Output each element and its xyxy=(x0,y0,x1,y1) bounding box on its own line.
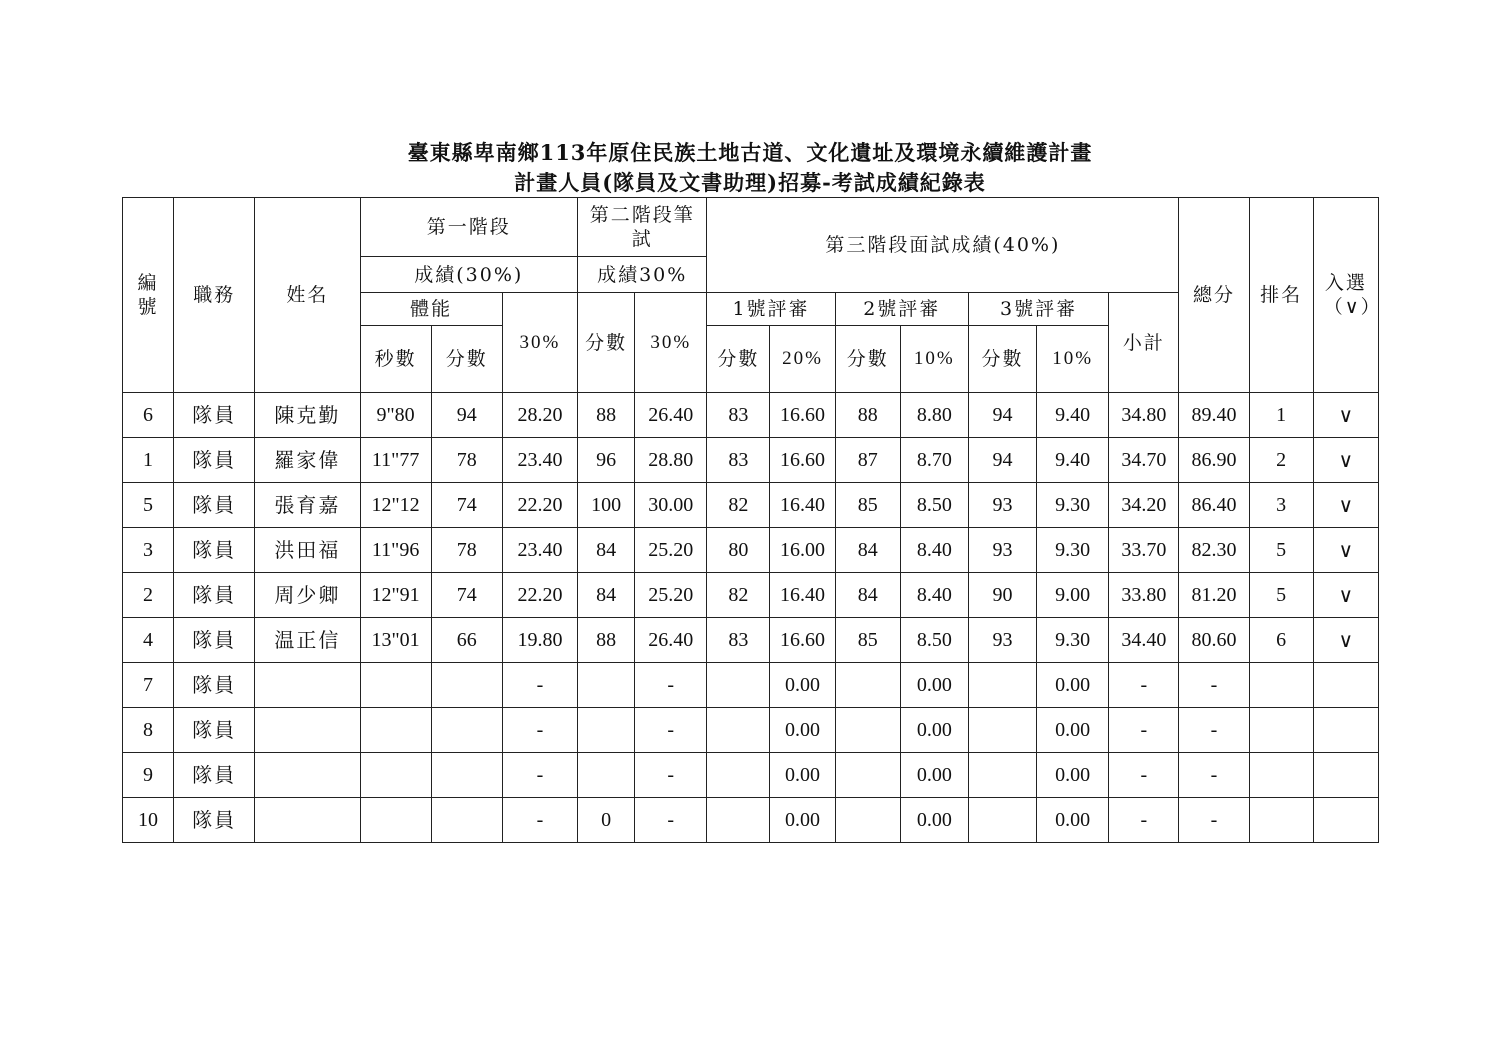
cell-judge3-score: 93 xyxy=(968,528,1036,573)
cell-judge1-pct: 16.40 xyxy=(770,573,835,618)
cell-judge1-score xyxy=(707,798,770,843)
table-row xyxy=(123,798,1379,843)
cell-name: 陳克勤 xyxy=(255,393,360,438)
cell-physical-score xyxy=(431,663,502,708)
cell-judge2-score: 88 xyxy=(835,393,900,438)
cell-written-score xyxy=(578,753,635,798)
cell-judge1-pct: 0.00 xyxy=(770,798,835,843)
cell-job: 隊員 xyxy=(174,663,255,708)
cell-subtotal: 33.80 xyxy=(1109,573,1179,618)
cell-seconds xyxy=(360,708,431,753)
cell-stage1-30pct: 23.40 xyxy=(502,528,577,573)
cell-judge1-pct: 0.00 xyxy=(770,753,835,798)
cell-subtotal: 34.40 xyxy=(1109,618,1179,663)
header-judge2: 2號評審 xyxy=(835,293,968,326)
cell-judge3-score xyxy=(968,798,1036,843)
cell-rank: 2 xyxy=(1249,438,1313,483)
cell-judge2-score: 85 xyxy=(835,618,900,663)
cell-judge1-score xyxy=(707,753,770,798)
cell-written-score: 88 xyxy=(578,618,635,663)
cell-stage1-30pct: 22.20 xyxy=(502,573,577,618)
cell-total: 89.40 xyxy=(1179,393,1249,438)
cell-judge3-score: 94 xyxy=(968,438,1036,483)
cell-rank: 5 xyxy=(1249,573,1313,618)
table-row xyxy=(123,618,1379,663)
cell-judge2-score xyxy=(835,708,900,753)
cell-total: 86.40 xyxy=(1179,483,1249,528)
cell-selected: ∨ xyxy=(1313,573,1378,618)
cell-subtotal: - xyxy=(1109,753,1179,798)
cell-judge1-score: 83 xyxy=(707,393,770,438)
cell-selected: ∨ xyxy=(1313,618,1378,663)
cell-judge2-pct: 0.00 xyxy=(900,708,968,753)
cell-rank xyxy=(1249,663,1313,708)
header-stage1-30pct: 30% xyxy=(502,293,577,393)
cell-judge1-pct: 16.60 xyxy=(770,393,835,438)
cell-stage1-30pct: - xyxy=(502,753,577,798)
cell-judge1-pct: 0.00 xyxy=(770,708,835,753)
cell-judge3-pct: 0.00 xyxy=(1037,798,1109,843)
score-table xyxy=(122,197,1382,843)
table-row xyxy=(123,708,1379,753)
table-row xyxy=(123,393,1379,438)
table-row xyxy=(123,438,1379,483)
cell-judge2-pct: 8.50 xyxy=(900,483,968,528)
header-judge1-pct: 20% xyxy=(770,326,835,393)
cell-judge2-score xyxy=(835,798,900,843)
cell-name: 周少卿 xyxy=(255,573,360,618)
cell-job: 隊員 xyxy=(174,708,255,753)
cell-name: 温正信 xyxy=(255,618,360,663)
cell-no: 4 xyxy=(123,618,174,663)
cell-total: 80.60 xyxy=(1179,618,1249,663)
cell-judge2-pct: 8.40 xyxy=(900,528,968,573)
header-subtotal: 小計 xyxy=(1109,293,1179,393)
cell-physical-score: 74 xyxy=(431,483,502,528)
cell-judge1-score: 82 xyxy=(707,573,770,618)
cell-selected: ∨ xyxy=(1313,438,1378,483)
cell-judge3-score: 94 xyxy=(968,393,1036,438)
cell-rank xyxy=(1249,798,1313,843)
cell-written-30pct: 30.00 xyxy=(635,483,707,528)
cell-no: 6 xyxy=(123,393,174,438)
cell-written-30pct: 25.20 xyxy=(635,528,707,573)
cell-job: 隊員 xyxy=(174,798,255,843)
cell-physical-score xyxy=(431,798,502,843)
cell-seconds xyxy=(360,663,431,708)
cell-subtotal: - xyxy=(1109,663,1179,708)
cell-judge2-score xyxy=(835,753,900,798)
cell-judge3-pct: 0.00 xyxy=(1037,708,1109,753)
table-row xyxy=(123,528,1379,573)
cell-judge1-score: 83 xyxy=(707,618,770,663)
cell-no: 8 xyxy=(123,708,174,753)
cell-selected xyxy=(1313,663,1378,708)
table-row xyxy=(123,573,1379,618)
cell-written-30pct: - xyxy=(635,798,707,843)
cell-written-score: 96 xyxy=(578,438,635,483)
cell-physical-score xyxy=(431,708,502,753)
cell-judge2-pct: 8.80 xyxy=(900,393,968,438)
cell-judge2-pct: 0.00 xyxy=(900,663,968,708)
cell-selected: ∨ xyxy=(1313,393,1378,438)
cell-seconds: 9"80 xyxy=(360,393,431,438)
cell-job: 隊員 xyxy=(174,483,255,528)
cell-stage1-30pct: 23.40 xyxy=(502,438,577,483)
cell-written-score: 100 xyxy=(578,483,635,528)
cell-rank xyxy=(1249,753,1313,798)
header-judge3-pct: 10% xyxy=(1037,326,1109,393)
cell-judge3-pct: 0.00 xyxy=(1037,663,1109,708)
cell-selected: ∨ xyxy=(1313,528,1378,573)
cell-judge3-score: 93 xyxy=(968,483,1036,528)
cell-judge2-pct: 8.70 xyxy=(900,438,968,483)
header-no: 編號 xyxy=(123,198,174,393)
header-stage1-pct: 成績(30%) xyxy=(360,257,578,293)
cell-total: 81.20 xyxy=(1179,573,1249,618)
cell-judge3-score xyxy=(968,708,1036,753)
cell-judge2-score xyxy=(835,663,900,708)
cell-written-score: 84 xyxy=(578,528,635,573)
cell-judge2-score: 84 xyxy=(835,573,900,618)
cell-written-score xyxy=(578,708,635,753)
header-judge2-score: 分數 xyxy=(835,326,900,393)
cell-seconds: 13"01 xyxy=(360,618,431,663)
cell-physical-score: 66 xyxy=(431,618,502,663)
cell-no: 10 xyxy=(123,798,174,843)
cell-written-30pct: 28.80 xyxy=(635,438,707,483)
table-header xyxy=(123,198,1382,393)
document-title-line1: 臺東縣卑南鄉113年原住民族土地古道、文化遺址及環境永續維護計畫 xyxy=(407,140,1093,165)
table-row xyxy=(123,753,1379,798)
cell-judge3-pct: 9.30 xyxy=(1037,528,1109,573)
header-stage2-pct: 成績30% xyxy=(578,257,707,293)
cell-judge1-score: 80 xyxy=(707,528,770,573)
cell-stage1-30pct: 19.80 xyxy=(502,618,577,663)
cell-written-score: 88 xyxy=(578,393,635,438)
header-stage2-30pct: 30% xyxy=(635,293,707,393)
cell-written-30pct: - xyxy=(635,753,707,798)
cell-judge2-pct: 8.40 xyxy=(900,573,968,618)
cell-judge1-pct: 0.00 xyxy=(770,663,835,708)
cell-physical-score xyxy=(431,753,502,798)
cell-seconds: 12"12 xyxy=(360,483,431,528)
cell-rank: 1 xyxy=(1249,393,1313,438)
cell-no: 9 xyxy=(123,753,174,798)
header-stage3: 第三階段面試成績(40%) xyxy=(707,198,1179,293)
cell-judge2-pct: 0.00 xyxy=(900,753,968,798)
cell-total: 86.90 xyxy=(1179,438,1249,483)
cell-rank: 3 xyxy=(1249,483,1313,528)
cell-selected xyxy=(1313,798,1378,843)
cell-physical-score: 74 xyxy=(431,573,502,618)
header-physical: 體能 xyxy=(360,293,502,326)
cell-stage1-30pct: - xyxy=(502,798,577,843)
header-selected: 入選（∨） xyxy=(1313,198,1378,393)
cell-seconds xyxy=(360,753,431,798)
cell-judge2-score: 84 xyxy=(835,528,900,573)
cell-job: 隊員 xyxy=(174,753,255,798)
cell-subtotal: - xyxy=(1109,798,1179,843)
cell-selected xyxy=(1313,753,1378,798)
header-stage2-score: 分數 xyxy=(578,293,635,393)
table-row xyxy=(123,483,1379,528)
cell-total: 82.30 xyxy=(1179,528,1249,573)
cell-seconds: 12"91 xyxy=(360,573,431,618)
cell-name: 張育嘉 xyxy=(255,483,360,528)
header-rank: 排名 xyxy=(1249,198,1313,393)
cell-stage1-30pct: 22.20 xyxy=(502,483,577,528)
cell-name xyxy=(255,753,360,798)
cell-subtotal: 34.20 xyxy=(1109,483,1179,528)
cell-written-30pct: 26.40 xyxy=(635,618,707,663)
document-title-line2: 計畫人員(隊員及文書助理)招募-考試成績紀錄表 xyxy=(514,170,986,195)
header-stage2: 第二階段筆試 xyxy=(578,198,707,257)
cell-physical-score: 78 xyxy=(431,528,502,573)
header-total: 總分 xyxy=(1179,198,1249,393)
cell-no: 5 xyxy=(123,483,174,528)
cell-written-30pct: - xyxy=(635,708,707,753)
cell-selected: ∨ xyxy=(1313,483,1378,528)
header-seconds: 秒數 xyxy=(360,326,431,393)
cell-subtotal: 33.70 xyxy=(1109,528,1179,573)
cell-rank: 6 xyxy=(1249,618,1313,663)
cell-job: 隊員 xyxy=(174,618,255,663)
cell-judge3-pct: 9.30 xyxy=(1037,483,1109,528)
cell-judge2-score: 85 xyxy=(835,483,900,528)
cell-judge2-pct: 8.50 xyxy=(900,618,968,663)
cell-rank: 5 xyxy=(1249,528,1313,573)
cell-judge3-pct: 0.00 xyxy=(1037,753,1109,798)
header-name: 姓名 xyxy=(255,198,360,393)
cell-judge1-pct: 16.60 xyxy=(770,618,835,663)
cell-name: 羅家偉 xyxy=(255,438,360,483)
cell-seconds: 11"96 xyxy=(360,528,431,573)
cell-written-30pct: 25.20 xyxy=(635,573,707,618)
header-judge3: 3號評審 xyxy=(968,293,1108,326)
cell-job: 隊員 xyxy=(174,573,255,618)
cell-judge1-score: 82 xyxy=(707,483,770,528)
cell-judge3-score: 93 xyxy=(968,618,1036,663)
cell-judge3-score: 90 xyxy=(968,573,1036,618)
cell-stage1-30pct: - xyxy=(502,708,577,753)
cell-written-30pct: 26.40 xyxy=(635,393,707,438)
cell-subtotal: 34.80 xyxy=(1109,393,1179,438)
cell-name: 洪田福 xyxy=(255,528,360,573)
cell-subtotal: - xyxy=(1109,708,1179,753)
cell-stage1-30pct: - xyxy=(502,663,577,708)
header-stage1: 第一階段 xyxy=(360,198,578,257)
cell-judge1-pct: 16.40 xyxy=(770,483,835,528)
cell-no: 3 xyxy=(123,528,174,573)
cell-seconds: 11"77 xyxy=(360,438,431,483)
cell-stage1-30pct: 28.20 xyxy=(502,393,577,438)
cell-judge3-pct: 9.40 xyxy=(1037,393,1109,438)
cell-judge3-pct: 9.40 xyxy=(1037,438,1109,483)
cell-name xyxy=(255,708,360,753)
cell-physical-score: 78 xyxy=(431,438,502,483)
cell-no: 7 xyxy=(123,663,174,708)
cell-name xyxy=(255,663,360,708)
cell-judge3-pct: 9.00 xyxy=(1037,573,1109,618)
cell-physical-score: 94 xyxy=(431,393,502,438)
header-physical-score: 分數 xyxy=(431,326,502,393)
cell-written-score: 84 xyxy=(578,573,635,618)
cell-selected xyxy=(1313,708,1378,753)
cell-rank xyxy=(1249,708,1313,753)
cell-total: - xyxy=(1179,753,1249,798)
cell-seconds xyxy=(360,798,431,843)
cell-judge3-pct: 9.30 xyxy=(1037,618,1109,663)
cell-total: - xyxy=(1179,708,1249,753)
cell-no: 2 xyxy=(123,573,174,618)
cell-name xyxy=(255,798,360,843)
cell-judge1-pct: 16.60 xyxy=(770,438,835,483)
cell-judge1-score xyxy=(707,708,770,753)
cell-judge1-pct: 16.00 xyxy=(770,528,835,573)
cell-written-score: 0 xyxy=(578,798,635,843)
table-row xyxy=(123,663,1379,708)
cell-judge3-score xyxy=(968,663,1036,708)
cell-total: - xyxy=(1179,663,1249,708)
header-judge2-pct: 10% xyxy=(900,326,968,393)
cell-judge1-score xyxy=(707,663,770,708)
header-job: 職務 xyxy=(174,198,255,393)
cell-total: - xyxy=(1179,798,1249,843)
cell-written-30pct: - xyxy=(635,663,707,708)
cell-written-score xyxy=(578,663,635,708)
cell-job: 隊員 xyxy=(174,393,255,438)
cell-job: 隊員 xyxy=(174,528,255,573)
cell-no: 1 xyxy=(123,438,174,483)
cell-judge2-score: 87 xyxy=(835,438,900,483)
cell-judge2-pct: 0.00 xyxy=(900,798,968,843)
cell-subtotal: 34.70 xyxy=(1109,438,1179,483)
header-judge1-score: 分數 xyxy=(707,326,770,393)
cell-judge3-score xyxy=(968,753,1036,798)
header-judge1: 1號評審 xyxy=(707,293,835,326)
table-body xyxy=(123,393,1379,843)
cell-judge1-score: 83 xyxy=(707,438,770,483)
cell-job: 隊員 xyxy=(174,438,255,483)
header-judge3-score: 分數 xyxy=(968,326,1036,393)
